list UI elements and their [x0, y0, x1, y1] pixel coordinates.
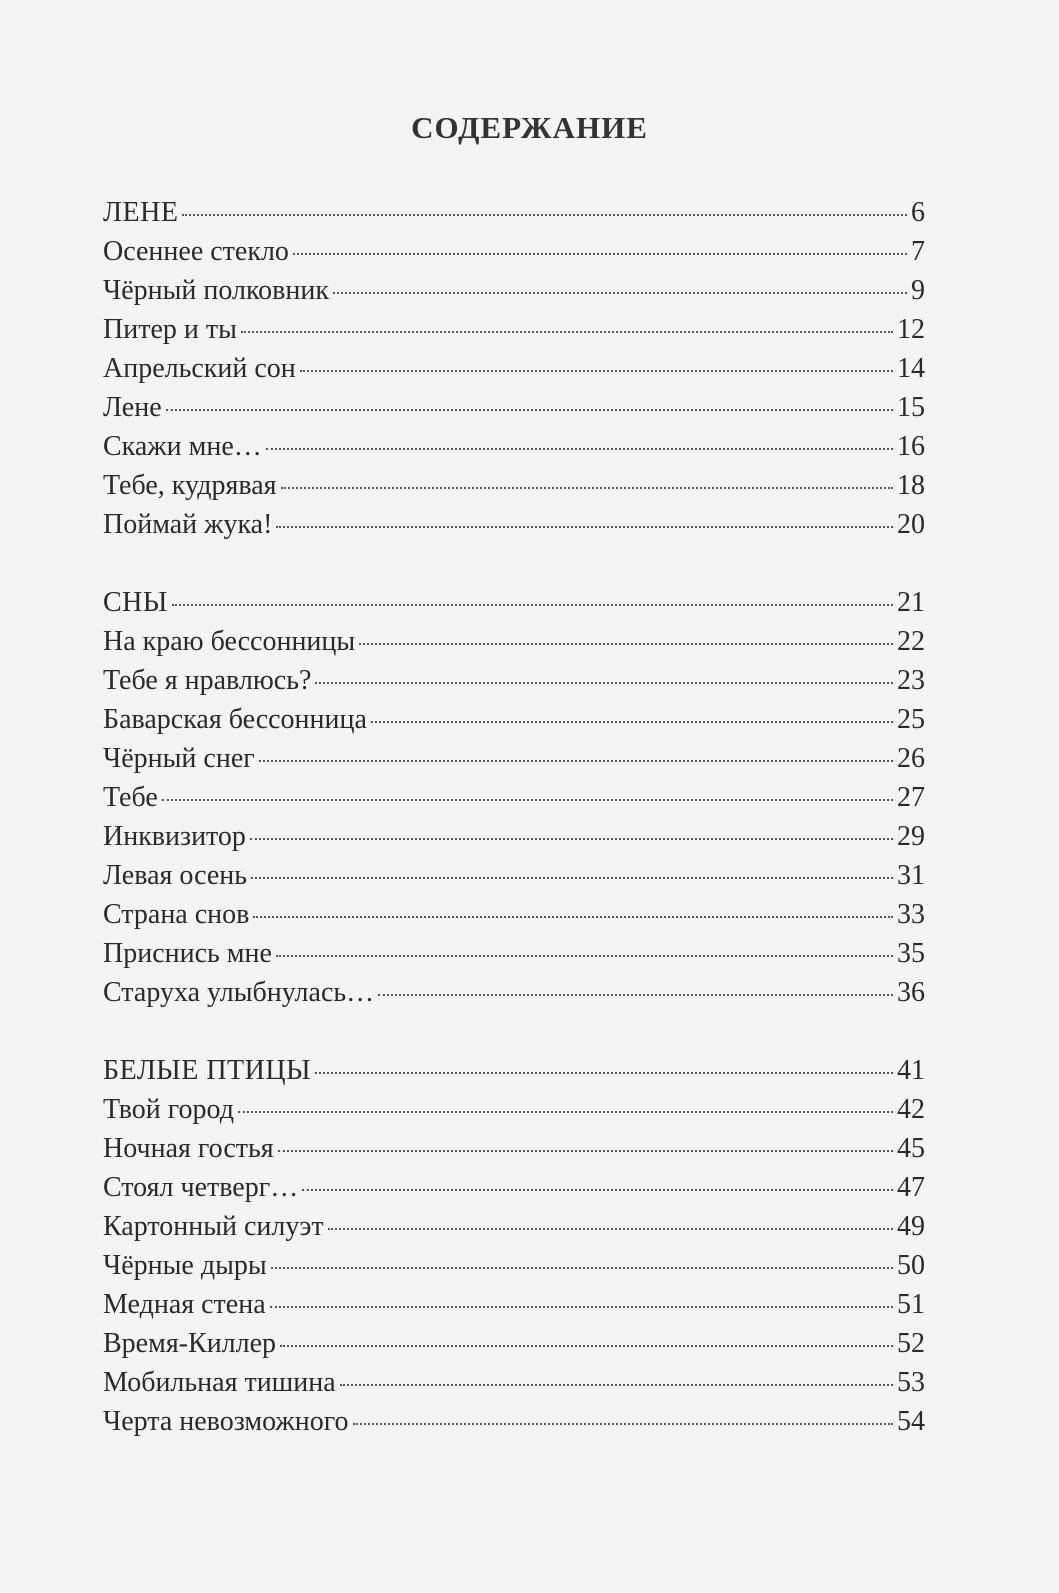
page-number: 52	[897, 1328, 925, 1359]
entry-title: Инквизитор	[103, 821, 246, 852]
page-number: 6	[911, 197, 925, 228]
toc-entry	[103, 661, 925, 700]
entry-title: Осеннее стекло	[103, 236, 289, 267]
toc-entry	[103, 778, 925, 817]
entry-title: Черта невозможного	[103, 1406, 349, 1437]
dot-leader	[340, 1384, 893, 1386]
page-number: 49	[897, 1211, 925, 1242]
entry-title: Чёрные дыры	[103, 1250, 267, 1281]
entry-title: Баварская бессонница	[103, 704, 367, 735]
entry-title: Питер и ты	[103, 314, 237, 345]
page-number: 9	[911, 275, 925, 306]
dot-leader	[251, 877, 893, 879]
entry-title: Картонный силуэт	[103, 1211, 324, 1242]
dot-leader	[259, 760, 893, 762]
toc-entry	[103, 934, 925, 973]
dot-leader	[315, 682, 893, 684]
dot-leader	[270, 1306, 893, 1308]
entry-title: Приснись мне	[103, 938, 272, 969]
toc-entry	[103, 1129, 925, 1168]
entry-title: Скажи мне…	[103, 431, 262, 462]
entry-title: Тебе	[103, 782, 158, 813]
entry-title: Тебе, кудрявая	[103, 470, 277, 501]
toc-entry	[103, 973, 925, 1012]
toc-entry	[103, 1246, 925, 1285]
dot-leader	[266, 448, 893, 450]
toc-entry	[103, 1285, 925, 1324]
dot-leader	[328, 1228, 893, 1230]
toc-section	[103, 583, 925, 1012]
entry-title: Лене	[103, 392, 162, 423]
toc-entry	[103, 1324, 925, 1363]
dot-leader	[172, 604, 893, 606]
dot-leader	[353, 1423, 893, 1425]
dot-leader	[276, 526, 893, 528]
page-number: 54	[897, 1406, 925, 1437]
page-number: 36	[897, 977, 925, 1008]
dot-leader	[378, 994, 893, 996]
toc-entry	[103, 1090, 925, 1129]
dot-leader	[293, 253, 907, 255]
page-number: 14	[897, 353, 925, 384]
entry-title: Чёрный снег	[103, 743, 255, 774]
page-number: 29	[897, 821, 925, 852]
dot-leader	[371, 721, 893, 723]
page-number: 45	[897, 1133, 925, 1164]
dot-leader	[241, 331, 893, 333]
toc-entry	[103, 466, 925, 505]
page-number: 12	[897, 314, 925, 345]
page-number: 7	[911, 236, 925, 267]
toc-entry	[103, 895, 925, 934]
toc-entry	[103, 622, 925, 661]
toc-section	[103, 1051, 925, 1441]
dot-leader	[281, 487, 894, 489]
entry-title: На краю бессонницы	[103, 626, 356, 657]
entry-title: Твой город	[103, 1094, 234, 1125]
page-number: 23	[897, 665, 925, 696]
entry-title: Ночная гостья	[103, 1133, 274, 1164]
page-number: 20	[897, 509, 925, 540]
toc-section-header	[103, 1051, 925, 1090]
dot-leader	[271, 1267, 893, 1269]
dot-leader	[276, 955, 893, 957]
dot-leader	[302, 1189, 893, 1191]
section-title: ЛЕНЕ	[103, 197, 179, 228]
page-number: 27	[897, 782, 925, 813]
toc-entry	[103, 232, 925, 271]
entry-title: Время-Киллер	[103, 1328, 277, 1359]
toc-entry	[103, 1402, 925, 1441]
page-number: 25	[897, 704, 925, 735]
dot-leader	[278, 1150, 893, 1152]
page-number: 18	[897, 470, 925, 501]
page-number: 53	[897, 1367, 925, 1398]
entry-title: Медная стена	[103, 1289, 266, 1320]
page-number: 33	[897, 899, 925, 930]
page-number: 41	[897, 1055, 925, 1086]
page-number: 15	[897, 392, 925, 423]
entry-title: Тебе я нравлюсь?	[103, 665, 312, 696]
toc-entry	[103, 817, 925, 856]
page-number: 50	[897, 1250, 925, 1281]
toc-entry	[103, 310, 925, 349]
dot-leader	[238, 1111, 893, 1113]
page-number: 31	[897, 860, 925, 891]
dot-leader	[300, 370, 893, 372]
toc-entry	[103, 505, 925, 544]
dot-leader	[359, 643, 893, 645]
toc-entry	[103, 427, 925, 466]
section-title: СНЫ	[103, 587, 168, 618]
toc-section	[103, 193, 925, 544]
toc-entry	[103, 388, 925, 427]
dot-leader	[253, 916, 893, 918]
page-number: 47	[897, 1172, 925, 1203]
dot-leader	[280, 1345, 893, 1347]
page-number: 21	[897, 587, 925, 618]
toc-entry	[103, 1207, 925, 1246]
page-number: 51	[897, 1289, 925, 1320]
entry-title: Мобильная тишина	[103, 1367, 336, 1398]
toc-entry	[103, 349, 925, 388]
toc-entry	[103, 700, 925, 739]
entry-title: Поймай жука!	[103, 509, 273, 540]
table-of-contents	[103, 193, 925, 1480]
dot-leader	[315, 1072, 893, 1074]
toc-section-header	[103, 193, 925, 232]
dot-leader	[162, 799, 893, 801]
page-number: 22	[897, 626, 925, 657]
toc-entry	[103, 1168, 925, 1207]
page-number: 42	[897, 1094, 925, 1125]
toc-entry	[103, 271, 925, 310]
entry-title: Страна снов	[103, 899, 250, 930]
page-number: 26	[897, 743, 925, 774]
page-number: 35	[897, 938, 925, 969]
toc-section-header	[103, 583, 925, 622]
dot-leader	[333, 292, 907, 294]
dot-leader	[182, 214, 907, 216]
section-title: БЕЛЫЕ ПТИЦЫ	[103, 1055, 312, 1086]
page-title: СОДЕРЖАНИЕ	[411, 110, 648, 145]
page-number: 16	[897, 431, 925, 462]
toc-entry	[103, 1363, 925, 1402]
toc-entry	[103, 739, 925, 778]
dot-leader	[166, 409, 893, 411]
entry-title: Апрельский сон	[103, 353, 296, 384]
entry-title: Старуха улыбнулась…	[103, 977, 375, 1008]
entry-title: Чёрный полковник	[103, 275, 329, 306]
dot-leader	[250, 838, 893, 840]
toc-entry	[103, 856, 925, 895]
entry-title: Левая осень	[103, 860, 248, 891]
entry-title: Стоял четверг…	[103, 1172, 299, 1203]
